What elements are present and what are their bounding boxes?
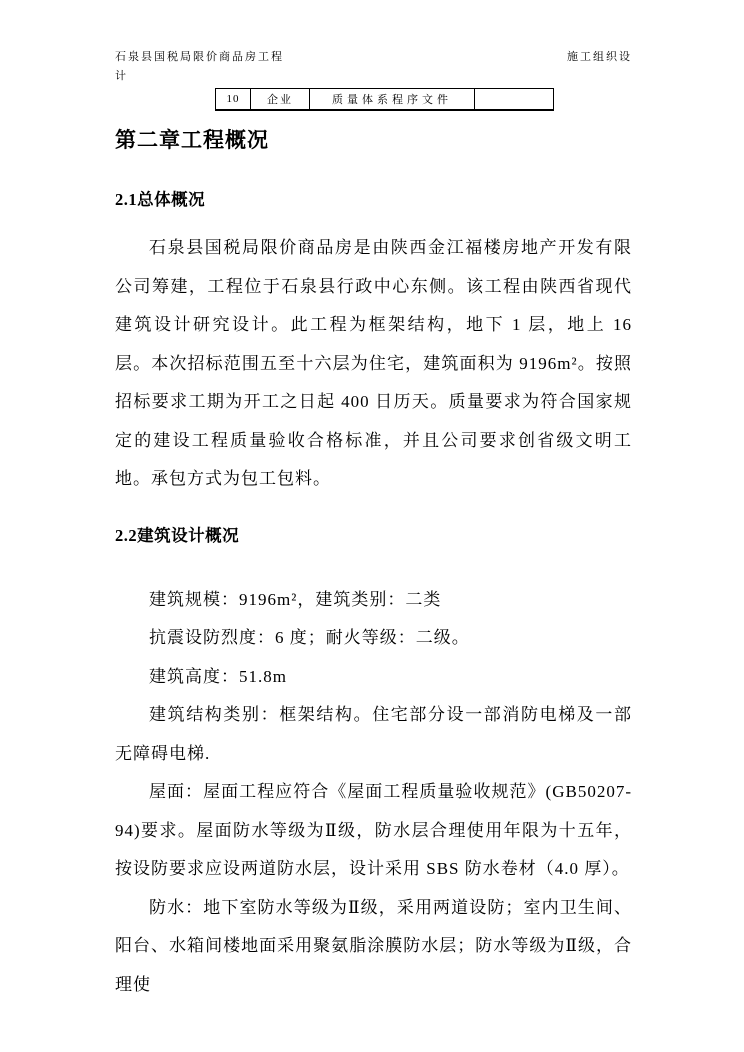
section-2-1-title: 2.1总体概况 [115,190,206,209]
chapter-title: 第二章工程概况 [115,128,269,152]
design-item-building-height: 建筑高度：51.8m [149,666,287,686]
design-item-building-scale: 建筑规模：9196m²，建筑类别：二类 [149,589,442,609]
quality-document-table-fragment [215,88,554,111]
table-row [216,89,554,111]
design-item-waterproof: 防水：地下室防水等级为Ⅱ级，采用两道设防；室内卫生间、阳台、水箱间楼地面采用聚氨脂涂膜防水层；防水等级为Ⅱ级，合理使 [115,897,632,994]
table-cell-org: 企业 [251,89,310,111]
table-cell-empty [475,89,554,111]
header-doc-title: 施工组织设 [567,51,632,63]
table-cell-index: 10 [216,89,251,111]
header-project-name: 石泉县国税局限价商品房工程 [115,51,284,63]
overall-overview-paragraph: 石泉县国税局限价商品房是由陕西金江福楼房地产开发有限公司筹建，工程位于石泉县行政中心东侧。该工程由陕西省现代建筑设计研究设计。此工程为框架结构，地下 1 层，地上 16 层。本次招标范围五至十六层为住宅，建筑面积为 9196m²。按照招标要求工期为开工之日起 400 日历天。质量要求为符合国家规定的建设工程质量验收合格标准，并且公司要求创省级文明工地。承包方式为包工包料。 [115,238,632,488]
header-line-1 [115,50,632,65]
design-item-structure-type: 建筑结构类别：框架结构。住宅部分设一部消防电梯及一部无障碍电梯. [115,705,632,763]
section-2-2-title: 2.2建筑设计概况 [115,525,240,545]
page-header [115,50,632,84]
design-item-seismic-fire: 抗震设防烈度：6 度；耐火等级：二级。 [149,628,470,647]
header-line-2-wrap: 计 [115,70,128,82]
document-body [115,125,632,1004]
table-cell-doc-name: 质量体系程序文件 [310,89,475,111]
design-item-roof: 屋面：屋面工程应符合《屋面工程质量验收规范》(GB50207-94)要求。屋面防水等级为Ⅱ级，防水层合理使用年限为十五年，按设防要求应设两道防水层，设计采用 SBS 防水卷材（4.0 厚）。 [115,782,632,878]
